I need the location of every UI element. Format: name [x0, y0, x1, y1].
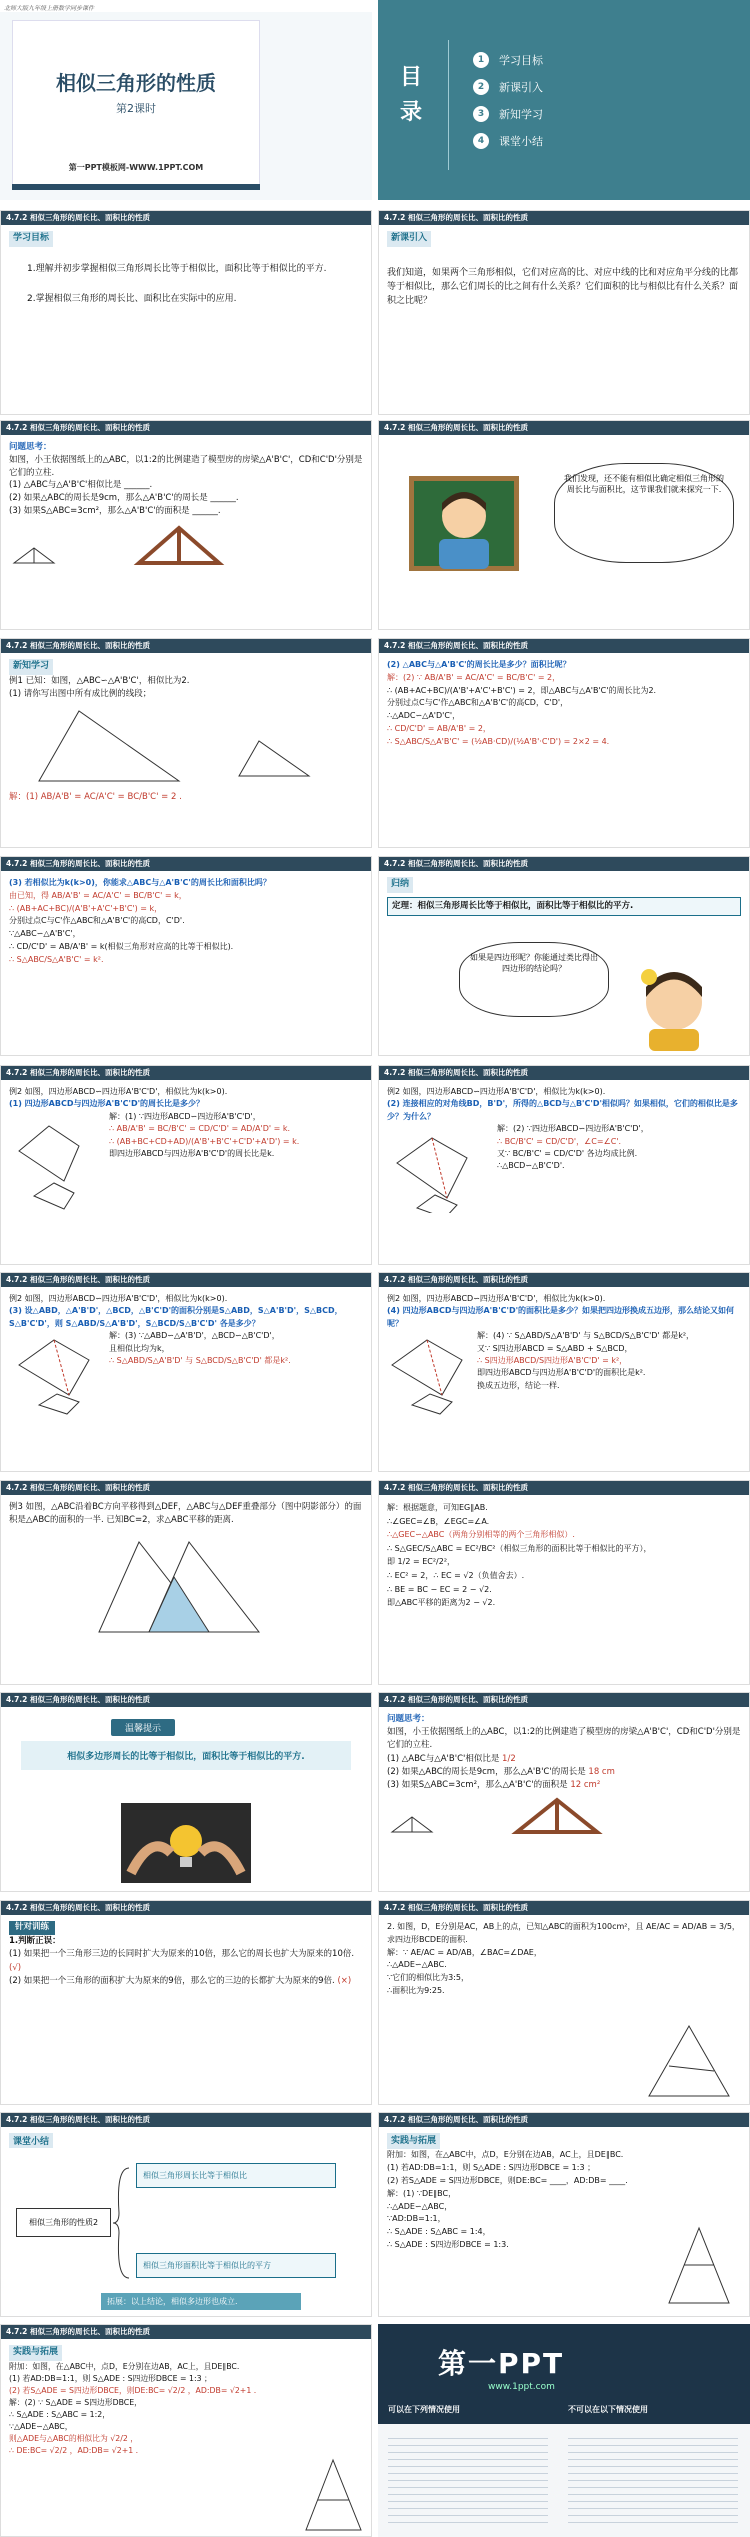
slide-header: 4.7.2 相似三角形的周长比、面积比的性质 — [379, 211, 749, 225]
induction-heading: 归纳 — [387, 877, 413, 893]
toc-heading: 目 录 — [400, 65, 423, 126]
extension-q1: (1) 若AD:DB=1:1，则 S△ADE : S四边形DBCE = 1:3 ； — [387, 2163, 596, 2173]
question-heading: 问题思考： — [9, 442, 52, 452]
slide-summary — [0, 2112, 372, 2317]
end-slide — [378, 2324, 750, 2537]
example2-q2: (2) 连接相应的对角线BD，B'D'，所得的△BCD与△B'C'D'相似吗？如果相似，它们的相似比是多少？为什么？ — [387, 1099, 738, 1121]
summary-center: 相似三角形的性质2 — [16, 2208, 111, 2237]
thinking-boy-icon — [629, 957, 719, 1052]
answer-line: ∴ S△GEC/S△ABC = EC²/BC²（相似三角形的面积比等于相似比的平方）， — [387, 1543, 652, 1553]
extension-question: 附加：如图，在△ABC中，点D，E分别在边AB，AC上，且DE∥BC. — [387, 2150, 624, 2160]
slide-summary-theorem — [378, 856, 750, 1056]
slide-header: 4.7.2 相似三角形的周长比、面积比的性质 — [379, 421, 749, 435]
triangle-figure — [639, 2021, 739, 2101]
question-1: (1) △ABC与△A'B'C'相似比是 1/2 — [387, 1753, 516, 1764]
cover-slide — [0, 12, 372, 200]
translation-figure — [9, 1527, 359, 1647]
answer-line: ∴△ADC∽△A'D'C'， — [387, 711, 461, 721]
toc-item-4[interactable]: 4 课堂小结 — [473, 133, 543, 149]
slide-header: 4.7.2 相似三角形的周长比、面积比的性质 — [379, 639, 749, 653]
answer-line: ∴△GEC∽△ABC（两角分别相等的两个三角形相似）. — [387, 1530, 575, 1540]
goal-1: 1.理解并初步掌握相似三角形周长比等于相似比，面积比等于相似比的平方. — [27, 263, 327, 274]
lightbulb-hands-icon — [121, 1803, 251, 1883]
answer-line: ∵它们的相似比为3:5， — [387, 1973, 469, 1983]
roof-figures — [387, 1792, 737, 1837]
slide-header: 4.7.2 相似三角形的周长比、面积比的性质 — [379, 2113, 749, 2127]
cover-subtitle: 第2课时 — [116, 102, 156, 115]
slide-example2-3 — [0, 1272, 372, 1472]
example1-solution: 解：(1) AB/A'B' = AC/A'C' = BC/B'C' = 2 . — [9, 792, 182, 803]
brace — [111, 2163, 131, 2283]
answer-line: ∴ EC² = 2，∴ EC = √2（负值舍去）. — [387, 1570, 525, 1580]
theorem-box: 定理：相似三角形周长比等于相似比，面积比等于相似比的平方. — [387, 897, 741, 916]
answer-line: 即四边形ABCD与四边形A'B'C'D'的周长比是k. — [109, 1148, 275, 1158]
allowed-heading: 可以在下列情况使用 — [388, 2405, 460, 2414]
answer-line: 分别过点C与C'作△ABC和△A'B'C'的高CD，C'D'， — [387, 698, 569, 708]
logo: 第一PPT — [438, 2347, 565, 2380]
slide-example2-4 — [378, 1272, 750, 1472]
slide-question — [0, 420, 372, 630]
toc-item-2[interactable]: 2 新课引入 — [473, 79, 543, 95]
license-text-area — [378, 2424, 750, 2537]
cover-title: 相似三角形的性质 — [56, 71, 216, 95]
question-heading: 问题思考： — [387, 1714, 430, 1724]
answer-line: ∴ S△ABD/S△A'B'D' 与 S△BCD/S△B'C'D' 都是k². — [109, 1355, 291, 1365]
answer-line: ∴ S四边形ABCD/S四边形A'B'C'D' = k²， — [477, 1355, 628, 1365]
question-intro: 如图，小王依据图纸上的△ABC，以1:2的比例建造了模型房的房梁△A'B'C'，CD和C'D'分别是它们的立柱. — [9, 454, 363, 478]
question-3: (3) 如果S△ABC=3cm²，那么△A'B'C'的面积是 12 cm² — [387, 1779, 601, 1790]
extension-q2: (2) 若S△ADE = S四边形DBCE，则DE:BC= √2/2 ，AD:DB= √2+1 . — [9, 2386, 257, 2396]
answer-line: ∴ S△ADE : S△ABC = 1:4， — [387, 2227, 491, 2237]
answer-line: 解：(2) ∵ AB/A'B' = AC/A'C' = BC/B'C' = 2， — [387, 672, 561, 682]
answer-line: 即 1/2 = EC²/2²， — [387, 1557, 456, 1567]
slide-question-answers — [378, 1692, 750, 1892]
logo-url[interactable]: www.1ppt.com — [488, 2382, 555, 2392]
quadrilaterals-figure — [9, 1330, 109, 1415]
new-knowledge-heading: 新知学习 — [9, 659, 53, 675]
triangle-figure — [659, 2223, 739, 2308]
triangles-figure — [9, 701, 359, 791]
summary-note: 拓展：以上结论，相似多边形也成立. — [101, 2293, 301, 2310]
intro-text: 我们知道，如果两个三角形相似，它们对应高的比、对应中线的比和对应角平分线的比都等于相似比，那么它们周长的比之间有什么关系？它们面积的比与相似比有什么关系？面积之比呢？ — [387, 267, 739, 306]
slide-header: 4.7.2 相似三角形的周长比、面积比的性质 — [1, 639, 371, 653]
slide-bubble — [378, 420, 750, 630]
slide-header: 4.7.2 相似三角形的周长比、面积比的性质 — [379, 1066, 749, 1080]
extension-heading: 实践与拓展 — [9, 2345, 62, 2361]
practice-heading: 针对训练 — [9, 1921, 55, 1935]
toc-item-1[interactable]: 1 学习目标 — [473, 52, 543, 68]
slide-header: 4.7.2 相似三角形的周长比、面积比的性质 — [1, 1901, 371, 1915]
slide-tip — [0, 1692, 372, 1892]
answer-line: ∴ S△ADE : S四边形DBCE = 1:3. — [387, 2239, 509, 2249]
quadrilaterals-figure — [9, 1111, 109, 1211]
quadrilaterals-figure — [387, 1123, 497, 1213]
practice-question: 2. 如图，D，E分别是AC，AB上的点，已知△ABC的面积为100cm²，且 AE/AC = AD/AB = 3/5，求四边形BCDE的面积. — [387, 1922, 740, 1944]
slide-header: 4.7.2 相似三角形的周长比、面积比的性质 — [379, 1693, 749, 1707]
example2-text: 例2 如图，四边形ABCD∽四边形A'B'C'D'，相似比为k(k>0). — [9, 1087, 228, 1096]
slide-header: 4.7.2 相似三角形的周长比、面积比的性质 — [379, 1273, 749, 1287]
slide-intro — [378, 210, 750, 415]
answer-line: 解：∵ AE/AC = AD/AB，∠BAC=∠DAE， — [387, 1947, 542, 1957]
answer-line: 又∵ S四边形ABCD = S△ABD + S△BCD， — [477, 1343, 633, 1353]
slide-practice-1 — [0, 1900, 372, 2105]
answer-line: 换成五边形，结论一样. — [477, 1380, 560, 1390]
thought-bubble: 我们发现，还不能有相似比确定相似三角形的周长比与面积比，这节课我们就来探究一下. — [554, 463, 734, 563]
forbidden-heading: 不可以在以下情况使用 — [568, 2405, 648, 2414]
slide-practice-2 — [378, 1900, 750, 2105]
answer-line: ∵△ADE∽△ABC， — [9, 2422, 73, 2432]
example1-q2: (2) △ABC与△A'B'C'的周长比是多少？面积比呢？ — [387, 660, 571, 669]
slide-header: 4.7.2 相似三角形的周长比、面积比的性质 — [1, 421, 371, 435]
answer-line: ∴ (AB+BC+CD+AD)/(A'B'+B'C'+C'D'+A'D') = k. — [109, 1136, 300, 1146]
answer-line: 又∵ BC/B'C' = CD/C'D' 各边均成比例. — [497, 1148, 638, 1158]
question-2: (2) 如果△ABC的周长是9cm，那么△A'B'C'的周长是 ______. — [9, 493, 239, 503]
example2-text: 例2 如图，四边形ABCD∽四边形A'B'C'D'，相似比为k(k>0). — [9, 1294, 228, 1303]
question-1: (1) △ABC与△A'B'C'相似比是 ______. — [9, 480, 153, 491]
slide-header: 4.7.2 相似三角形的周长比、面积比的性质 — [379, 1481, 749, 1495]
student-icon — [424, 481, 504, 571]
example2-text: 例2 如图，四边形ABCD∽四边形A'B'C'D'，相似比为k(k>0). — [387, 1087, 606, 1096]
example2-text: 例2 如图，四边形ABCD∽四边形A'B'C'D'，相似比为k(k>0). — [387, 1294, 606, 1303]
answer-line: 分别过点C与C'作△ABC和△A'B'C'的高CD，C'D'. — [9, 916, 185, 926]
example2-q4: (4) 四边形ABCD与四边形A'B'C'D'的面积比是多少？如果把四边形换成五边形，那么结论又如何呢？ — [387, 1306, 735, 1328]
practice-title: 1.判断正误： — [9, 1935, 61, 1946]
slide-extension-2 — [0, 2324, 372, 2537]
slide-header: 4.7.2 相似三角形的周长比、面积比的性质 — [1, 1693, 371, 1707]
slide-header: 4.7.2 相似三角形的周长比、面积比的性质 — [1, 1066, 371, 1080]
extension-heading: 实践与拓展 — [387, 2133, 440, 2149]
cover-site: 第一PPT模板网-WWW.1PPT.COM — [68, 163, 204, 172]
slide-header: 4.7.2 相似三角形的周长比、面积比的性质 — [379, 1901, 749, 1915]
practice-item-2: (2) 如果把一个三角形的面积扩大为原来的9倍，那么它的三边的长都扩大为原来的9倍. (×) — [9, 1976, 352, 1987]
answer-line: ∴ CD/C'D' = AB/A'B' = k(相似三角形对应高的比等于相似比). — [9, 941, 234, 951]
summary-perimeter: 相似三角形周长比等于相似比 — [136, 2163, 336, 2188]
question-bubble: 如果是四边形呢？你能通过类比得出四边形的结论吗？ — [459, 942, 609, 1017]
answer-line: 解：(2) ∵ S△ADE = S四边形DBCE， — [9, 2398, 142, 2408]
answer-line: ∴面积比为9:25. — [387, 1985, 445, 1995]
example1-text: 例1 已知：如图，△ABC∽△A'B'C'，相似比为2. — [9, 675, 190, 686]
slide-example1 — [0, 638, 372, 848]
answer-line: 解：根据题意，可知EG∥AB. — [387, 1503, 488, 1512]
tip-text: 相似多边形周长的比等于相似比，面积比等于相似比的平方. — [21, 1741, 351, 1770]
goal-2: 2.掌握相似三角形的周长比、面积比在实际中的应用. — [27, 293, 237, 304]
answer-line: 解：(3) ∵△ABD∽△A'B'D'，△BCD∽△B'C'D'， — [109, 1331, 280, 1341]
goals-heading: 学习目标 — [9, 231, 53, 247]
answer-line: 解：(1) ∵四边形ABCD∽四边形A'B'C'D'， — [109, 1111, 261, 1121]
toc-slide — [378, 0, 750, 200]
answer-line: ∴ BE = BC − EC = 2 − √2. — [387, 1584, 492, 1594]
header-tag: 北师大版九年级上册数学同步课件 — [4, 5, 95, 12]
answer-line: 即四边形ABCD与四边形A'B'C'D'的面积比是k². — [477, 1368, 646, 1378]
answer-line: ∴△ADE∽△ABC. — [387, 1960, 447, 1970]
extension-q1: (1) 若AD:DB=1:1，则 S△ADE : S四边形DBCE = 1:3 ； — [9, 2374, 212, 2384]
slide-example3-solution — [378, 1480, 750, 1685]
slide-learning-goals — [0, 210, 372, 415]
answer-line: ∴ S△ADE : S△ABC = 1:2， — [9, 2410, 111, 2420]
triangle-figure — [301, 2455, 366, 2535]
roof-figures — [9, 518, 359, 568]
answer-line: ∴ S△ABC/S△A'B'C' = (½AB·CD)/(½A'B'·C'D') = 2×2 = 4. — [387, 736, 610, 746]
answer-line: ∴ (AB+AC+BC)/(A'B'+A'C'+B'C') = k， — [9, 903, 163, 913]
answer-line: 解：(1) ∵DE∥BC， — [387, 2188, 457, 2198]
answer-line: 解：(2) ∵四边形ABCD∽四边形A'B'C'D'， — [497, 1124, 649, 1134]
example1-q1: (1) 请你写出图中所有成比例的线段； — [9, 689, 152, 700]
practice-item-1: (1) 如果把一个三角形三边的长同时扩大为原来的10倍，那么它的周长也扩大为原来的10倍. (√) — [9, 1949, 355, 1973]
example1-q3: (3) 若相似比为k(k>0)，你能求△ABC与△A'B'C'的周长比和面积比吗？ — [9, 878, 271, 887]
slide-header: 4.7.2 相似三角形的周长比、面积比的性质 — [1, 857, 371, 871]
toc-list — [473, 52, 543, 149]
slide-header: 4.7.2 相似三角形的周长比、面积比的性质 — [1, 2325, 371, 2339]
extension-q2: (2) 若S△ADE = S四边形DBCE，则DE:BC= ____，AD:DB= ____. — [387, 2175, 628, 2185]
slide-header: 4.7.2 相似三角形的周长比、面积比的性质 — [1, 2113, 371, 2127]
summary-heading: 课堂小结 — [9, 2133, 53, 2148]
answer-line: 由已知，得 AB/A'B' = AC/A'C' = BC/B'C' = k， — [9, 890, 187, 900]
slide-example2-2 — [378, 1065, 750, 1265]
example2-q3: (3) 设△ABD，△A'B'D'，△BCD，△B'C'D'的面积分别是S△ABD，S△A'B'D'，S△BCD，S△B'C'D'，则 S△ABD/S△A'B'D'，S△BCD/S△B'C'D' 各是多少？ — [9, 1306, 343, 1328]
intro-heading: 新课引入 — [387, 231, 431, 247]
answer-line: ∴ S△ABC/S△A'B'C' = k². — [9, 954, 104, 964]
toc-item-3[interactable]: 3 新知学习 — [473, 106, 543, 122]
slide-example1-2 — [378, 638, 750, 848]
answer-line: ∴ AB/A'B' = BC/B'C' = CD/C'D' = AD/A'D' = k. — [109, 1124, 291, 1134]
answer-line: ∵△ABC∽△A'B'C'， — [9, 929, 81, 939]
slide-header: 4.7.2 相似三角形的周长比、面积比的性质 — [1, 1481, 371, 1495]
slide-example2-1 — [0, 1065, 372, 1265]
slide-header: 4.7.2 相似三角形的周长比、面积比的性质 — [1, 211, 371, 225]
answer-line: 即△ABC平移的距离为2 − √2. — [387, 1598, 496, 1608]
answer-line: ∴ DE:BC= √2/2 ，AD:DB= √2+1 . — [9, 2446, 139, 2456]
answer-line: ∵AD:DB=1:1， — [387, 2214, 446, 2224]
extension-question: 附加：如图，在△ABC中，点D，E分别在边AB，AC上，且DE∥BC. — [9, 2361, 240, 2371]
slide-extension-1 — [378, 2112, 750, 2317]
answer-line: ∴ BC/B'C' = CD/C'D'，∠C=∠C'. — [497, 1136, 622, 1146]
example3-text: 例3 如图，△ABC沿着BC方向平移得到△DEF，△ABC与△DEF重叠部分（图中阴影部分）的面积是△ABC的面积的一半. 已知BC=2，求△ABC平移的距离. — [9, 1502, 362, 1526]
slide-header: 4.7.2 相似三角形的周长比、面积比的性质 — [379, 857, 749, 871]
question-2: (2) 如果△ABC的周长是9cm，那么△A'B'C'的周长是 18 cm — [387, 1766, 615, 1777]
slide-example1-3 — [0, 856, 372, 1056]
answer-line: 且相似比均为k， — [109, 1343, 170, 1353]
answer-line: 则△ADE与△ABC的相似比为 √2/2 ， — [9, 2434, 139, 2444]
answer-line: ∴△ADE∽△ABC， — [387, 2201, 453, 2211]
tip-badge: 温馨提示 — [111, 1719, 175, 1736]
slide-example3 — [0, 1480, 372, 1685]
slide-header: 4.7.2 相似三角形的周长比、面积比的性质 — [1, 1273, 371, 1287]
answer-line: 解：(4) ∵ S△ABD/S△A'B'D' 与 S△BCD/S△B'C'D' 都是k²， — [477, 1331, 695, 1341]
quadrilaterals-figure — [387, 1330, 477, 1415]
answer-line: ∴ CD/C'D' = AB/A'B' = 2， — [387, 723, 491, 733]
answer-line: ∴ (AB+AC+BC)/(A'B'+A'C'+B'C') = 2，即△ABC与△A'B'C'的周长比为2. — [387, 685, 657, 695]
answer-line: ∴△BCD∽△B'C'D'. — [497, 1161, 565, 1171]
summary-area: 相似三角形面积比等于相似比的平方 — [136, 2253, 336, 2278]
example2-q1: (1) 四边形ABCD与四边形A'B'C'D'的周长比是多少？ — [9, 1099, 205, 1109]
question-3: (3) 如果S△ABC=3cm²，那么△A'B'C'的面积是 ______. — [9, 505, 221, 516]
question-intro: 如图，小王依据图纸上的△ABC，以1:2的比例建造了模型房的房梁△A'B'C'，CD和C'D'分别是它们的立柱. — [387, 1727, 741, 1751]
answer-line: ∴∠GEC=∠B，∠EGC=∠A. — [387, 1516, 490, 1526]
